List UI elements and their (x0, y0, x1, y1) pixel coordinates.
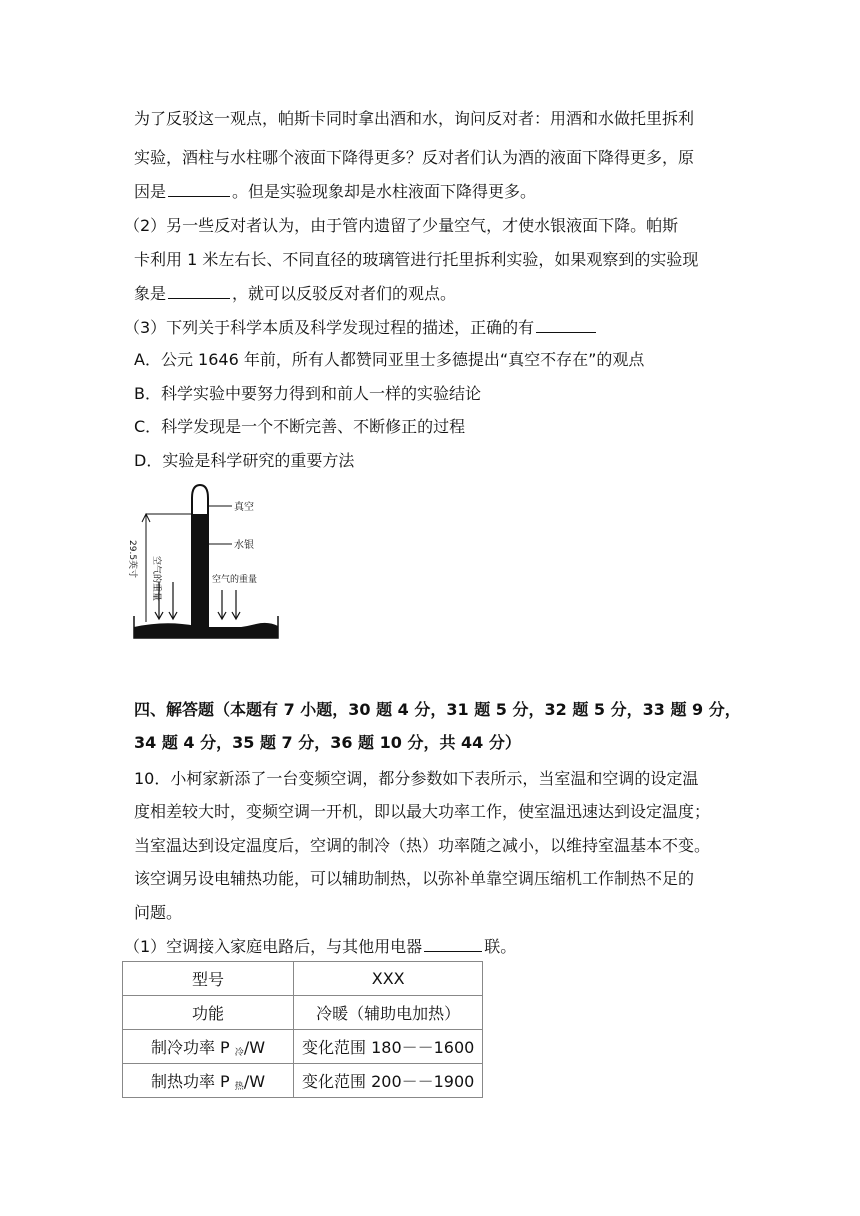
text-fragment: 。但是实验现象却是水柱液面下降得更多。 (232, 182, 537, 201)
option-b: B．科学实验中要努力得到和前人一样的实验结论 (134, 384, 481, 403)
text-line: 实验，酒柱与水柱哪个液面下降得更多？反对者们认为酒的液面下降得更多，原 (134, 148, 695, 167)
answer-blank[interactable] (168, 282, 230, 299)
table-cell: XXX (294, 962, 483, 996)
text-fragment: （1）空调接入家庭电路后，与其他用电器 (124, 937, 423, 956)
cell-text: /W (243, 1038, 266, 1057)
question-text: 10．小柯家新添了一台变频空调，都分参数如下表所示，当室温和空调的设定温 (134, 769, 699, 788)
text-line (134, 282, 456, 305)
text-fragment: ，就可以反驳反对者们的观点。 (232, 284, 457, 303)
parameter-table (122, 961, 483, 1098)
table-cell (123, 1064, 294, 1098)
label-air-weight-left: 空气的重量 (151, 556, 161, 602)
text-fragment: 因是 (134, 182, 167, 201)
text-line: （2）另一些反对者认为，由于管内遗留了少量空气，才使水银液面下降。帕斯 (124, 216, 679, 235)
text-fragment: 象是 (134, 284, 167, 303)
label-air-weight-right: 空气的重量 (212, 575, 258, 585)
barometer-figure (126, 482, 286, 648)
barometer-diagram (126, 482, 286, 648)
answer-blank[interactable] (424, 935, 482, 952)
text-line (124, 316, 598, 339)
text-fragment: 联。 (484, 937, 517, 956)
label-mercury: 水银 (234, 540, 254, 551)
sub-question (124, 935, 516, 958)
answer-blank[interactable] (168, 180, 230, 197)
option-c: C．科学发现是一个不断完善、不断修正的过程 (134, 417, 466, 436)
label-vacuum: 真空 (234, 502, 254, 513)
text-fragment: （3）下列关于科学本质及科学发现过程的描述，正确的有 (124, 318, 535, 337)
cell-subscript: 热 (234, 1082, 244, 1092)
table-cell: 功能 (123, 996, 294, 1030)
cell-text: 制冷功率 P (150, 1038, 235, 1057)
label-height: 29.5英寸 (127, 540, 137, 579)
cell-text: 制热功率 P (150, 1072, 235, 1091)
option-d: D．实验是科学研究的重要方法 (134, 451, 355, 470)
table-row (123, 1064, 483, 1098)
text-line (134, 180, 536, 203)
option-a: A．公元 1646 年前，所有人都赞同亚里士多德提出“真空不存在”的观点 (134, 350, 645, 369)
answer-blank[interactable] (536, 316, 596, 333)
text-line: 卡利用 1 米左右长、不同直径的玻璃管进行托里拆利实验，如果观察到的实验现 (134, 250, 699, 269)
text-line: 为了反驳这一观点，帕斯卡同时拿出酒和水，询问反对者：用酒和水做托里拆利 (134, 109, 695, 128)
question-text: 当室温达到设定温度后，空调的制冷（热）功率随之减小，以维持室温基本不变。 (134, 836, 711, 855)
table-cell: 变化范围 180－－1600 (294, 1030, 483, 1064)
section-heading: 四、解答题（本题有 7 小题，30 题 4 分，31 题 5 分，32 题 5 分，33 题 9 分， (134, 700, 741, 719)
table-cell: 冷暖（辅助电加热） (294, 996, 483, 1030)
cell-text: /W (243, 1072, 266, 1091)
cell-subscript: 冷 (234, 1048, 244, 1058)
question-text: 问题。 (134, 903, 183, 922)
table-row (123, 996, 483, 1030)
table-cell: 型号 (123, 962, 294, 996)
question-text: 该空调另设电辅热功能，可以辅助制热，以弥补单靠空调压缩机工作制热不足的 (134, 869, 695, 888)
question-text: 度相差较大时，变频空调一开机，即以最大功率工作，使室温迅速达到设定温度； (134, 802, 711, 821)
table-cell: 变化范围 200－－1900 (294, 1064, 483, 1098)
table-cell (123, 1030, 294, 1064)
table-row (123, 962, 483, 996)
section-heading: 34 题 4 分，35 题 7 分，36 题 10 分，共 44 分） (134, 733, 521, 752)
table-row (123, 1030, 483, 1064)
